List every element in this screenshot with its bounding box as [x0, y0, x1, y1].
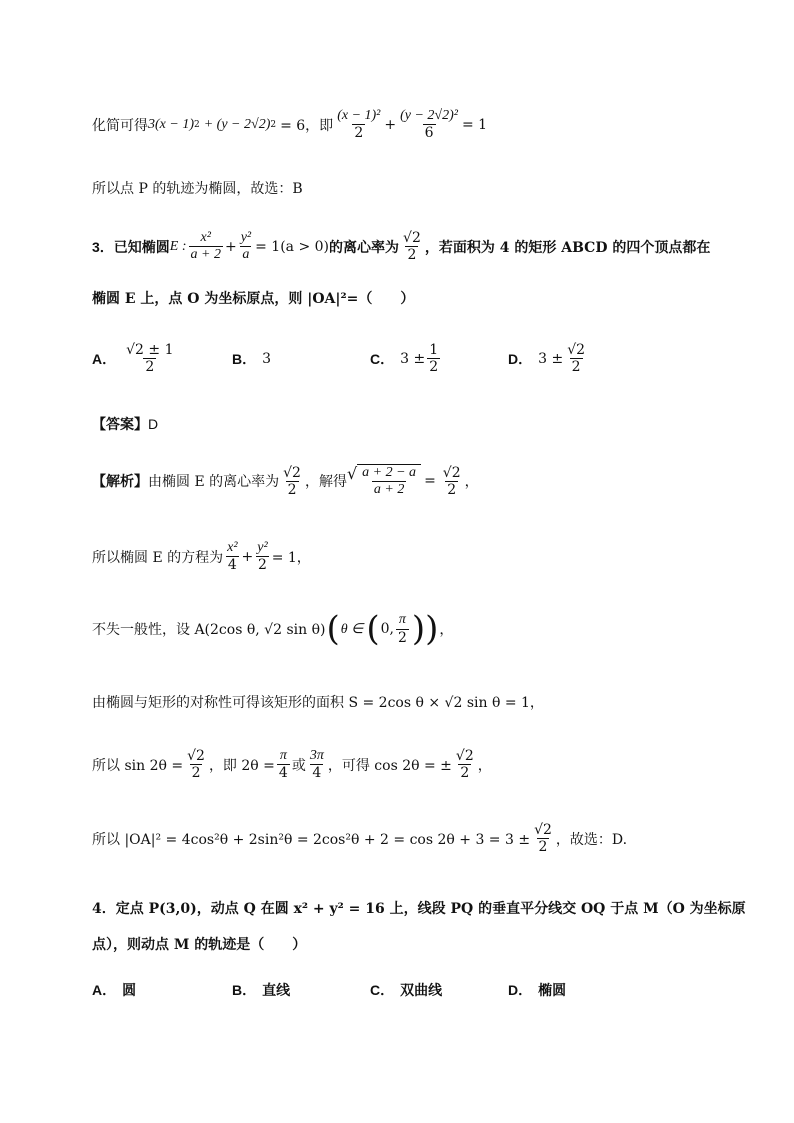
denominator: 2: [354, 125, 364, 142]
analysis-line1: [92, 464, 479, 498]
text: 或: [291, 757, 306, 774]
radical-sign: √: [346, 464, 358, 483]
math: 0,: [380, 621, 394, 637]
math: + (y − 2√2): [203, 116, 271, 132]
fraction: [532, 822, 554, 855]
q3-stem-line2: [92, 288, 414, 308]
numerator: π: [279, 748, 287, 763]
analysis-line2: [92, 540, 311, 573]
analysis-line4: [92, 692, 544, 712]
fraction: [565, 342, 587, 375]
numerator: y²: [240, 230, 252, 245]
denominator: 4: [312, 765, 322, 782]
numerator: √2: [187, 748, 205, 764]
q4-stem-line1: [92, 898, 746, 918]
simplify-line: 化简可得 3(x − 1) 2 + (y − 2√2) 2 = 6，即 $\frac{\text{(x − 1)²}}{2}$ + $\frac{\text{(y − 2√2)²}}{6}$ = 1: [92, 108, 488, 142]
option-c[interactable]: [370, 342, 508, 375]
text: 化简可得: [92, 117, 148, 134]
text: 已知椭圆: [113, 239, 170, 256]
conclusion-line: [92, 178, 303, 198]
fraction: [335, 108, 382, 141]
denominator: 2: [407, 247, 417, 264]
plus: +: [384, 116, 397, 133]
denominator: 2: [460, 765, 470, 782]
math: = 1: [461, 116, 488, 133]
text: 所以 sin 2θ =: [92, 757, 184, 774]
option-label: C．: [370, 350, 395, 367]
text: = 1，: [271, 549, 311, 566]
option-label: C．: [370, 982, 395, 998]
fraction: [255, 540, 269, 573]
numerator: (y − 2√2)²: [400, 108, 458, 123]
option-d[interactable]: [508, 980, 566, 1000]
option-label: B．: [232, 982, 257, 998]
fraction: [277, 748, 290, 781]
text: 由椭圆与矩形的对称性可得该矩形的面积 S = 2cos θ × √2 sin θ = 1，: [92, 695, 544, 711]
text: ，若面积为 4 的矩形 ABCD 的四个顶点都在: [424, 239, 711, 256]
text: ，可得 cos 2θ = ±: [327, 757, 452, 774]
denominator: 2: [258, 557, 267, 574]
left-paren: (: [366, 609, 380, 649]
option-text: 3 ±: [400, 350, 426, 367]
denominator: a + 2: [190, 247, 221, 263]
text: ，: [439, 622, 454, 638]
analysis-tag: 【解析】: [92, 473, 148, 490]
option-c[interactable]: [370, 980, 508, 1000]
answer-tag: 【答案】: [92, 416, 148, 432]
numerator: x²: [200, 230, 211, 245]
math: = 6，即: [280, 117, 334, 134]
option-a[interactable]: [92, 980, 232, 1000]
numerator: x²: [227, 540, 238, 555]
text: ，解得: [304, 474, 347, 491]
option-text: 3 ±: [538, 350, 564, 367]
answer-value: D: [148, 416, 159, 432]
denominator: 2: [145, 359, 155, 376]
fraction: [124, 342, 175, 375]
denominator: 2: [287, 481, 297, 498]
denominator: a: [242, 247, 250, 263]
fraction: [396, 612, 409, 645]
text: 的离心率为: [329, 239, 400, 256]
q4-options: [92, 980, 566, 1000]
numerator: √2: [283, 464, 301, 481]
numerator: √2 ± 1: [126, 342, 174, 358]
fraction: [185, 748, 207, 781]
analysis-line5: [92, 748, 492, 781]
option-text: 圆: [122, 983, 137, 999]
option-a[interactable]: [92, 342, 232, 375]
text: ，故选：D.: [555, 831, 628, 848]
text: 点），则动点 M 的轨迹是（ ）: [92, 937, 307, 953]
text: 椭圆 E 上，点 O 为坐标原点，则 |OA|²=（ ）: [92, 291, 415, 307]
question-number: 3．: [92, 238, 114, 255]
text: 所以 |OA|² = 4cos²θ + 2sin²θ = 2cos²θ + 2 = cos 2θ + 3 = 3 ±: [92, 831, 531, 848]
fraction: [225, 540, 239, 573]
denominator: 2: [538, 839, 548, 856]
text: 由椭圆 E 的离心率为: [148, 474, 280, 491]
option-b[interactable]: [232, 349, 370, 369]
right-paren: )): [411, 609, 439, 649]
option-b[interactable]: [232, 980, 370, 1000]
fraction: [281, 465, 303, 498]
analysis-line6: [92, 822, 627, 855]
q4-stem-line2: [92, 934, 306, 954]
denominator: 2: [397, 629, 407, 646]
q3-options: [92, 342, 692, 375]
denominator: 2: [447, 481, 457, 498]
q3-stem-line1: [92, 230, 710, 263]
radical: [347, 464, 421, 498]
numerator: y²: [257, 540, 268, 555]
denominator: 2: [571, 359, 581, 376]
text: 4．定点 P(3,0)，动点 Q 在圆 x² + y² = 16 上，线段 PQ 的垂直平分线交 OQ 于点 M（O 为坐标原: [92, 901, 746, 917]
fraction: [360, 465, 418, 498]
denominator: 2: [429, 359, 439, 376]
fraction: [441, 465, 463, 498]
fraction: [239, 230, 253, 263]
text: 所以椭圆 E 的方程为: [92, 549, 224, 566]
math: 3(x − 1): [148, 116, 194, 132]
denominator: 4: [227, 557, 237, 574]
numerator: 3π: [309, 748, 324, 763]
option-label: A．: [92, 350, 117, 367]
option-text: 椭圆: [538, 983, 567, 999]
denominator: 6: [424, 125, 434, 142]
text: 不失一般性，设 A(2cos θ, √2 sin θ): [92, 622, 326, 638]
numerator: √2: [403, 230, 421, 246]
plus: +: [224, 238, 237, 255]
option-text: 直线: [262, 983, 291, 999]
option-label: D．: [508, 982, 533, 998]
denominator: a + 2: [373, 482, 405, 498]
denominator: 4: [278, 765, 288, 782]
numerator: √2: [567, 342, 586, 358]
math: θ ∈: [340, 621, 364, 637]
numerator: π: [398, 612, 406, 628]
radical-body: [357, 464, 421, 498]
numerator: √2: [455, 748, 474, 764]
plus: +: [241, 548, 254, 565]
numerator: √2: [442, 464, 461, 481]
option-d[interactable]: [508, 342, 589, 375]
numerator: 1: [429, 342, 439, 358]
denominator: 2: [191, 765, 201, 782]
fraction: [308, 748, 326, 781]
answer-line: [92, 414, 158, 434]
math: = 1(a > 0): [255, 238, 330, 255]
option-text: 3: [262, 350, 272, 367]
left-paren: (: [326, 609, 340, 649]
fraction: [189, 230, 223, 263]
text: ，: [477, 757, 492, 774]
numerator: (x − 1)²: [337, 108, 381, 123]
text: ，: [464, 474, 479, 491]
fraction: [454, 748, 476, 781]
analysis-line3: [92, 609, 454, 649]
numerator: √2: [534, 822, 552, 838]
option-label: A．: [92, 982, 117, 998]
math: E :: [169, 238, 187, 254]
fraction: [398, 108, 460, 141]
text: ，即 2θ =: [208, 757, 275, 774]
option-label: B．: [232, 350, 257, 367]
numerator: a + 2 − a: [362, 465, 417, 480]
text: 所以点 P 的轨迹为椭圆，故选：B: [92, 181, 303, 197]
fraction: [427, 342, 440, 375]
option-label: D．: [508, 350, 533, 367]
math: =: [424, 473, 436, 490]
fraction: [401, 230, 423, 263]
option-text: 双曲线: [400, 983, 443, 999]
